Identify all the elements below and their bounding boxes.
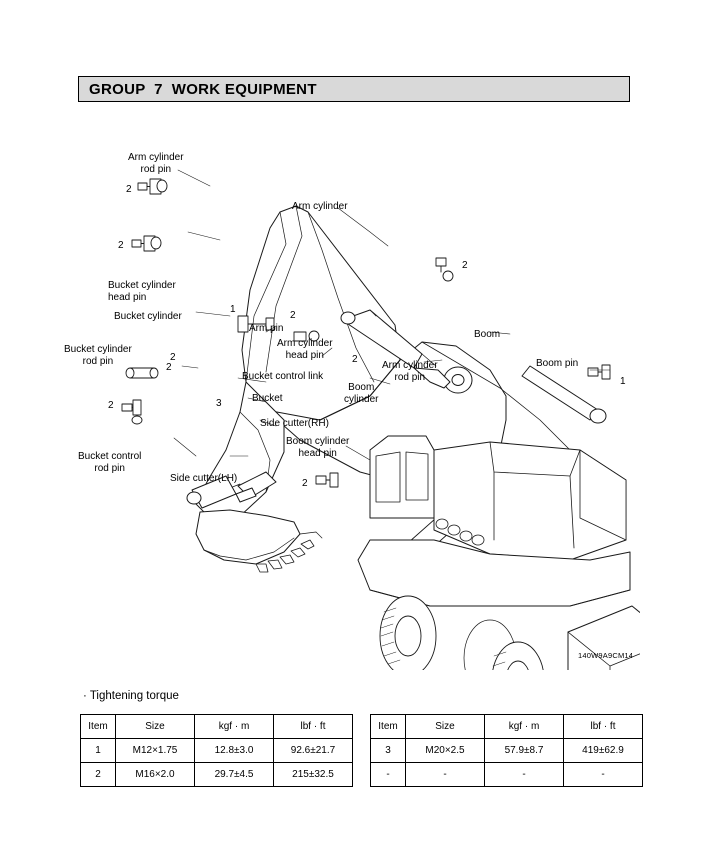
table-row [81,739,353,763]
callout-bucket-control-link: Bucket control link [242,371,324,382]
cell-size: M20×2.5 [406,739,485,763]
callout-bucket-cylinder-head-pin: Bucket cylinder head pin [108,280,176,303]
callout-side-cutter-rh: Side cutter(RH) [260,418,329,429]
callout-bucket-control-rod-pin: Bucket control rod pin [78,451,142,474]
col-header-item: Item [81,715,116,739]
item-number-marker: 2 [302,478,308,489]
cell-kgf: 57.9±8.7 [485,739,564,763]
item-number-marker: 2 [170,352,176,363]
col-header-kgf: kgf · m [195,715,274,739]
cell-item: 3 [371,739,406,763]
item-number-marker: 1 [620,376,626,387]
callout-arm-cylinder: Arm cylinder [292,201,348,212]
cell-size: M16×2.0 [116,763,195,787]
callout-bucket-cylinder: Bucket cylinder [114,311,182,322]
table-row [81,763,353,787]
item-number-marker: 2 [166,362,172,373]
cell-item: 1 [81,739,116,763]
item-number-marker: 2 [352,354,358,365]
col-header-item: Item [371,715,406,739]
cell-item: 2 [81,763,116,787]
table-header-row [81,715,353,739]
callout-arm-cylinder-head-pin: Arm cylinder head pin [277,338,333,361]
col-header-lbf: lbf · ft [564,715,643,739]
callout-arm-cylinder-rod-pin: Arm cylinder rod pin [128,152,184,175]
callout-boom-pin: Boom pin [536,358,579,369]
table-row [371,739,643,763]
cell-lbf: 92.6±21.7 [274,739,353,763]
cell-kgf: 12.8±3.0 [195,739,274,763]
cell-kgf: - [485,763,564,787]
col-header-kgf: kgf · m [485,715,564,739]
callout-side-cutter-lh: Side cutter(LH) [170,473,238,484]
tightening-torque-title: · Tightening torque [83,690,179,702]
cell-size: M12×1.75 [116,739,195,763]
callout-arm-pin: Arm pin [249,323,284,334]
table-header-row [371,715,643,739]
item-number-marker: 2 [108,400,114,411]
col-header-size: Size [406,715,485,739]
item-number-marker: 3 [216,398,222,409]
cell-item: - [371,763,406,787]
torque-table-left [80,714,353,787]
figure-code: 140W9A9CM14 [578,651,634,660]
page-title: GROUP 7 WORK EQUIPMENT [89,81,317,98]
torque-table-right [370,714,643,787]
callout-bucket: Bucket [252,393,283,404]
cell-lbf: 419±62.9 [564,739,643,763]
item-number-marker: 2 [462,260,468,271]
callout-bucket-cylinder-rod-pin: Bucket cylinder rod pin [64,344,132,367]
callout-boom-cylinder-head-pin: Boom cylinder head pin [286,436,350,459]
callout-boom: Boom [474,329,501,340]
work-equipment-diagram [64,120,640,670]
cell-lbf: - [564,763,643,787]
item-number-marker: 1 [230,304,236,315]
group-header-bar [78,76,630,102]
cell-size: - [406,763,485,787]
item-number-marker: 2 [290,310,296,321]
callout-arm-cylinder-rod-pin-2: Arm cylinder rod pin [382,360,438,383]
col-header-lbf: lbf · ft [274,715,353,739]
col-header-size: Size [116,715,195,739]
callout-boom-cylinder: Boom cylinder [344,382,379,405]
cell-kgf: 29.7±4.5 [195,763,274,787]
item-number-marker: 2 [126,184,132,195]
item-number-marker: 2 [118,240,124,251]
cell-lbf: 215±32.5 [274,763,353,787]
table-row [371,763,643,787]
